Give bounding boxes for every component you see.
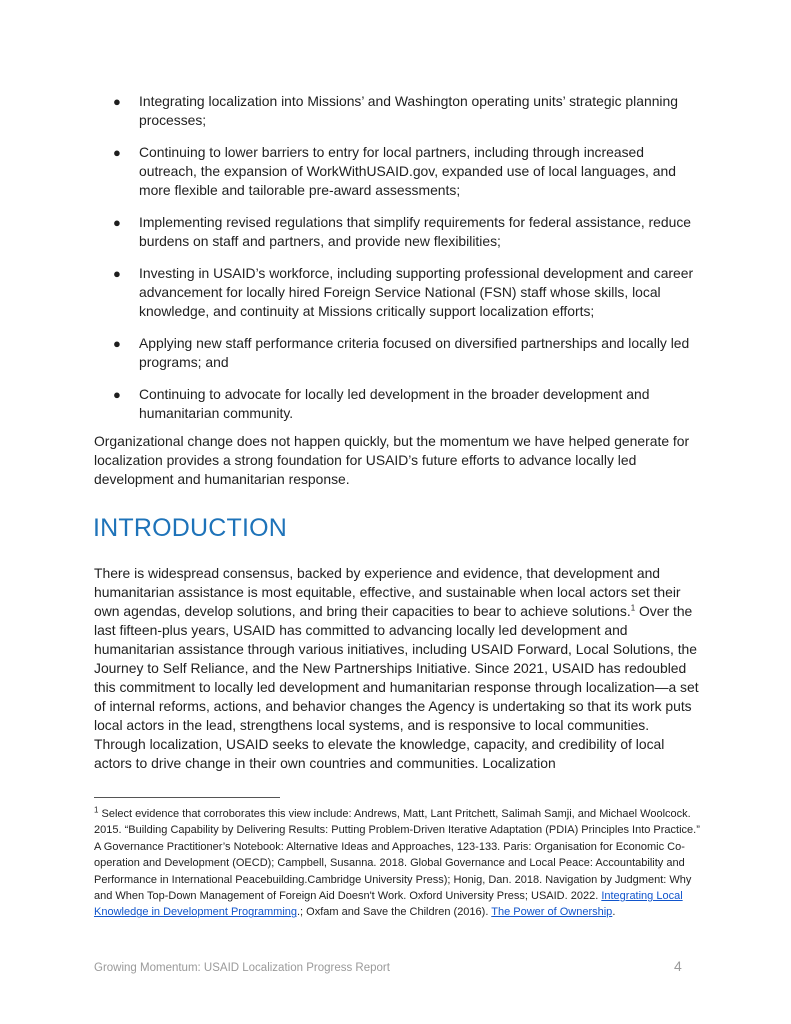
footnote-number: 1 — [94, 805, 99, 815]
list-item — [94, 264, 704, 321]
bullet-icon: ● — [113, 215, 121, 230]
footnote-link-integrating-local-knowledge[interactable]: Integrating Local Knowledge in Development Programming — [94, 890, 683, 919]
list-item-text: Implementing revised regulations that simplify requirements for federal assistance, reduce burdens on staff and partners, and provide new flexibilities; — [139, 214, 692, 249]
list-item-text: Integrating localization into Missions’ and Washington operating units’ strategic planning processes; — [139, 93, 678, 128]
footer-title: Growing Momentum: USAID Localization Progress Report — [94, 962, 390, 974]
list-item — [94, 92, 704, 130]
list-item-text: Continuing to advocate for locally led development in the broader development and humanitarian community. — [139, 386, 650, 421]
bullet-icon: ● — [113, 145, 121, 160]
footnote-text: Select evidence that corroborates this view include: Andrews, Matt, Lant Pritchett, Salimah Samji, and Michael Woolcock. 2015. “Building Capability by Delivering Results: Putting Problem-Driven Iterative Adaptation (PDIA) Principles Into Practice.” A Governance Practitioner’s Notebook: Alternative Ideas and Approaches, 123-133. Paris: Organisation for Economic Co-operation and Development (OECD); Campbell, Susanna. 2018. Global Governance and Local Peace: Accountability and Performance in International Peacebuilding.Cambridge University Press); Honig, Dan. 2018. Navigation by Judgment: Why and When Top-Down Management of Foreign Aid Doesn't Work. Oxford University Press; USAID. 2022. — [94, 808, 700, 903]
list-item — [94, 213, 704, 251]
page-number: 4 — [674, 958, 682, 974]
list-item-text: Investing in USAID’s workforce, including supporting professional development and career advancement for locally hired Foreign Service National (FSN) staff whose skills, local knowledge, and continuity at Missions critically support localization efforts; — [139, 265, 694, 319]
bullet-icon: ● — [113, 387, 121, 402]
footnote-text: . — [612, 906, 616, 919]
intro-text-part2: Over the last fifteen-plus years, USAID has committed to advancing locally led development and humanitarian assistance through various initiatives, including USAID Forward, Local Solutions, the Journey to Self Reliance, and the New Partnerships Initiative. Since 2021, USAID has redoubled this commitment to locally led development and humanitarian response through localization—a set of internal reforms, actions, and behavior changes the Agency is undertaking so that its work puts local actors in the lead, strengthens local systems, and is responsive to local communities. Through localization, USAID seeks to elevate the knowledge, capacity, and credibility of local actors to drive change in their own countries and communities. Localization — [94, 603, 699, 771]
list-item — [94, 385, 704, 423]
bullet-list — [94, 92, 704, 436]
closing-paragraph: Organizational change does not happen quickly, but the momentum we have helped generate for localization provides a strong foundation for USAID’s future efforts to advance locally led development and humanitarian response. — [94, 433, 690, 487]
section-heading: INTRODUCTION — [93, 514, 288, 542]
list-item — [94, 143, 704, 200]
list-item — [94, 334, 704, 372]
footnote-link-power-of-ownership[interactable]: The Power of Ownership — [491, 906, 613, 919]
footnote-reference[interactable]: 1 — [630, 603, 636, 613]
intro-text-part1: There is widespread consensus, backed by experience and evidence, that development and humanitarian assistance is most equitable, effective, and sustainable when local actors set their own agendas, develop solutions, and bring their capacities to bear to achieve solutions. — [94, 565, 681, 619]
intro-paragraph — [94, 564, 704, 773]
footnote-divider — [94, 797, 280, 798]
footnote — [94, 806, 704, 921]
bullet-icon: ● — [113, 266, 121, 281]
list-item-text: Continuing to lower barriers to entry for local partners, including through increased outreach, the expansion of WorkWithUSAID.gov, expanded use of local languages, and more flexible and tailorable pre-award assessments; — [139, 144, 676, 198]
footnote-text: .; Oxfam and Save the Children (2016). — [297, 906, 492, 919]
bullet-icon: ● — [113, 336, 121, 351]
bullet-icon: ● — [113, 94, 121, 109]
list-item-text: Applying new staff performance criteria focused on diversified partnerships and locally led programs; and — [139, 335, 690, 370]
